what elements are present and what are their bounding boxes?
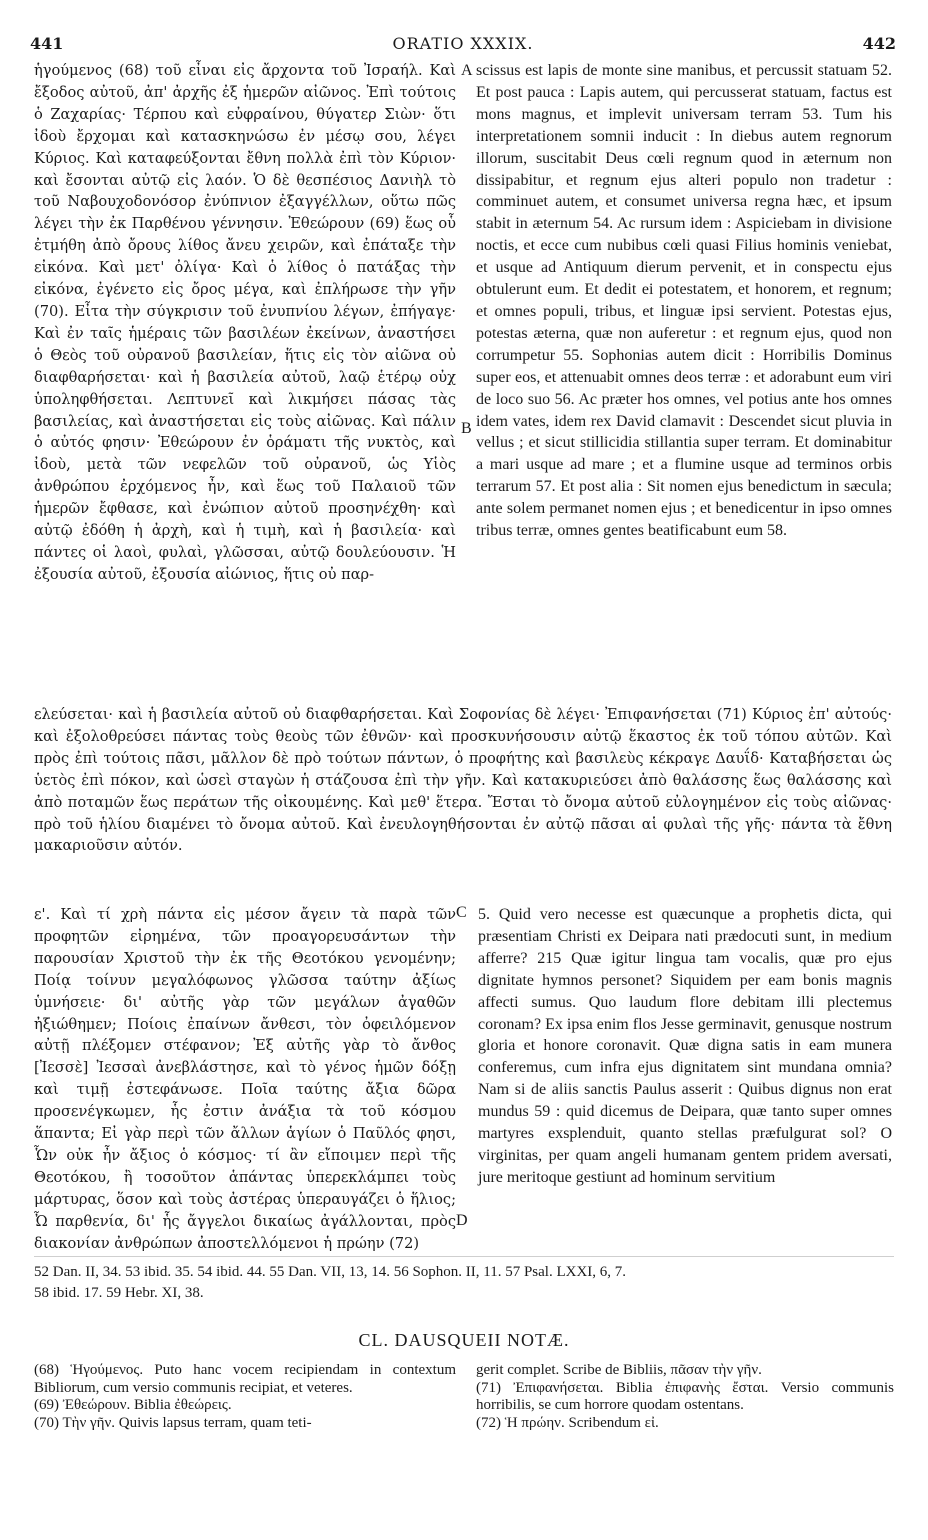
page-number-right: 442 <box>862 34 896 53</box>
note-entry: (70) Τὴν γῆν. Quivis lapsus terram, quam teti- <box>34 1414 312 1431</box>
note-entry: (72) Ἡ πρώην. Scribendum εἰ. <box>476 1414 659 1431</box>
margin-marker-d: D <box>456 1212 468 1229</box>
notes-left-column <box>34 1362 456 1432</box>
note-entry: (71) Ἐπιφανήσεται. Biblia ἐπιφανὴς ἔσται. Versio communis horribilis, se cum horrore quodam ostentans. <box>476 1379 894 1413</box>
running-header <box>30 34 896 58</box>
latin-column-section-5: 5. Quid vero necesse est quæcunque a prophetis dicta, qui præsentiam Christi ex Deipara nati prædocuti sunt, in medium afferre? 215 Quæ igitur lingua tam vocalis, quæ pro ejus dignitate hymnos personet? Siquidem per eam bonis magnis affecti sumus. Quo laudum flore debitam illi plectemus coronam? Ex ipsa enim flos Jesse germinavit, genusque nostrum gloria et honore coronavit. Quæ digna satis in eam munera conferemus, cum infra ejus dignitatem sint mundana omnia? Nam si de aliis sanctis Paulus asserit : Quibus dignus non erat mundus 59 : quid dicemus de Deipara, quæ tanto super omnes martyres exsplenduit, quanto stellas præfulgurat sol? O virginitas, per quam angeli humanam gentem pridem aversati, jure meritoque gestiunt ad hominum servitium <box>478 906 892 1186</box>
note-entry: gerit complet. Scribe de Bibliis, πᾶσαν τὴν γῆν. <box>476 1362 762 1378</box>
running-title: ORATIO XXXIX. <box>392 34 534 53</box>
notes-right-column <box>476 1362 894 1432</box>
note-entry: (68) Ἡγούμενος. Puto hanc vocem recipiendam in contextum Bibliorum, cum versio communis recipiat, et veteres. <box>34 1362 456 1396</box>
margin-marker-c: C <box>456 904 467 921</box>
footnote-line: 58 ibid. 17. 59 Hebr. XI, 38. <box>34 1285 204 1301</box>
footnote-line: 52 Dan. II, 34. 53 ibid. 35. 54 ibid. 44. 55 Dan. VII, 13, 14. 56 Sophon. II, 11. 57 Psal. LXXI, 6, 7. <box>34 1264 627 1280</box>
note-entry: (69) Ἐθεώρουν. Biblia ἐθεώρεις. <box>34 1397 232 1413</box>
page-number-left: 441 <box>30 34 64 53</box>
margin-marker-a: A <box>461 62 473 79</box>
greek-full-width-passage: ελεύσεται· καὶ ἡ βασιλεία αὐτοῦ οὐ διαφθαρήσεται. Καὶ Σοφονίας δὲ λέγει· Ἐπιφανήσεται (71) Κύριος ἐπ' αὐτούς· καὶ ἐξολοθρεύσει πάντας τοὺς θεοὺς τῶν ἐθνῶν· καὶ προσκυνήσουσιν αὐτῷ ἕκαστος ἐκ τοῦ τόπου αὐτῶν. Καὶ πρὸς ἐπὶ τούτοις πᾶσι, μᾶλλον δὲ πρὸ τούτων πάντων, ὁ προφήτης καὶ βασιλεὺς κέκραγε Δαυΐδ· Καταβήσεται ὡς ὑετὸς ἐπὶ πόκον, καὶ ὡσεὶ σταγὼν ἡ στάζουσα ἐπὶ τὴν γῆν. Καὶ κατακυριεύσει ἀπὸ θαλάσσης ἕως θαλάσσης καὶ ἀπὸ ποταμῶν ἕως περάτων τῆς οἰκουμένης. Καὶ μεθ' ἕτερα. Ἔσται τὸ ὄνομα αὐτοῦ εὐλογημένον εἰς τοὺς αἰῶνας· πρὸ τοῦ ἡλίου διαμένει τὸ ὄνομα αὐτοῦ. Καὶ ἐνευλογηθήσονται ἐν αὐτῷ πᾶσαι αἱ φυλαὶ τῆς γῆς· πάντα τὰ ἔθνη μακαριοῦσιν αὐτόν. <box>34 706 892 855</box>
greek-column-top: ἡγούμενος (68) τοῦ εἶναι εἰς ἄρχοντα τοῦ Ἰσραήλ. Καὶ ἔξοδος αὐτοῦ, ἀπ' ἀρχῆς ἐξ ἡμερῶν αἰῶνος. Ἐπὶ τούτοις ὁ Ζαχαρίας· Τέρπου καὶ εὐφραίνου, θύγατερ Σιὼν· ὅτι ἰδοὺ ἔρχομαι καὶ κατασκηνώσω ἐν μέσῳ σου, λέγει Κύριος. Καὶ καταφεύξονται ἔθνη πολλὰ ἐπὶ τὸν Κύριον· καὶ ἔσονται αὐτῷ εἰς λαόν. Ὁ δὲ θεσπέσιος Δανιὴλ τὸ τοῦ Ναβουχοδονόσορ ἐνύπνιον ἐξαγγέλλων, οὕτω πῶς λέγει τὴν ἐκ Παρθένου γέννησιν. Ἐθεώρουν (69) ἕως οὗ ἐτμήθη ἀπὸ ὄρους λίθος ἄνευ χειρῶν, καὶ ἐπάταξε τὴν εἰκόνα. Καὶ μετ' ὀλίγα· Καὶ ὁ λίθος ὁ πατάξας τὴν εἰκόνα, ἐγένετο εἰς ὄρος μέγα, καὶ ἐπλήρωσε τὴν γῆν (70). Εἶτα τὴν σύγκρισιν τοῦ ἐνυπνίου λέγων, ἐπήγαγε· Καὶ ἐν ταῖς ἡμέραις τῶν βασιλέων ἐκείνων, ἀναστήσει ὁ Θεὸς τοῦ οὐρανοῦ βασιλείαν, ἥτις εἰς τὸν αἰῶνα οὐ διαφθαρήσεται· καὶ ἡ βασιλεία αὐτοῦ, λαῷ ἑτέρῳ οὐχ ὑποληφθήσεται. Λεπτυνεῖ καὶ λικμήσει πάσας τὰς βασιλείας, καὶ ἀναστήσεται εἰς τοὺς αἰῶνας. Καὶ πάλιν ὁ αὐτός φησιν· Ἐθεώρουν ἐν ὁράματι τῆς νυκτὸς, καὶ ἰδοὺ, μετὰ τῶν νεφελῶν τοῦ οὐρανοῦ, ὡς Υἱὸς ἀνθρώπου ἐρχόμενος ἦν, καὶ ἕως τοῦ Παλαιοῦ τῶν ἡμερῶν ἔφθασε, καὶ ἐνώπιον αὐτοῦ προσηνέχθη· καὶ αὐτῷ ἐδόθη ἡ ἀρχὴ, καὶ ἡ τιμὴ, καὶ ἡ βασιλεία· καὶ πάντες οἱ λαοὶ, φυλαὶ, γλῶσσαι, αὐτῷ δουλεύουσιν. Ἡ ἐξουσία αὐτοῦ, ἐξουσία αἰώνιος, ἥτις οὐ παρ- <box>34 62 456 583</box>
footnote-divider <box>34 1256 894 1257</box>
greek-column-section-5: ε'. Καὶ τί χρὴ πάντα εἰς μέσον ἄγειν τὰ παρὰ τῶν προφητῶν εἰρημένα, τῶν προαγορευσάντων τὴν παρουσίαν Χριστοῦ τὴν ἐκ τῆς Θεοτόκου γενομένην; Ποίᾳ τοίνυν μεγαλόφωνος γλῶσσα ταύτην ἀξίως ὑμνήσειε· δι' αὐτῆς γὰρ τῶν μεγάλων ἀγαθῶν ἠξιώθημεν; Ποίοις ἐπαίνων ἄνθεσι, τὸν ὀφειλόμενον αὐτῇ πλέξομεν στέφανον; Ἐξ αὐτῆς γὰρ τὸ ἄνθος [Ἰεσσὲ] Ἰεσσαὶ ἀνεβλάστησε, καὶ τὸ γένος ἡμῶν δόξῃ καὶ τιμῇ ἐστεφάνωσε. Ποῖα ταύτης ἄξια δῶρα προσενέγκωμεν, ἧς ἐστιν ἀνάξια τὰ τοῦ κόσμου ἅπαντα; Εἰ γὰρ περὶ τῶν ἄλλων ἁγίων ὁ Παῦλός φησι, Ὧν οὐκ ἦν ἄξιος ὁ κόσμος· τί ἂν εἴποιμεν περὶ τῆς Θεοτόκου, ἢ τοσοῦτον ἁπάντας ὑπερεκλάμπει τοὺς μάρτυρας, ὅσον καὶ τοὺς ἀστέρας ὑπεραυγάζει ὁ ἥλιος; Ὦ παρθενία, δι' ἧς ἄγγελοι δικαίως ἀγάλλονται, πρὸς διακονίαν ἀνθρώπων ἀποστελλόμενοι ἡ πρώην (72) <box>34 906 456 1252</box>
scripture-footnotes <box>34 1262 894 1304</box>
notes-heading: CL. DAUSQUEII NOTÆ. <box>358 1330 570 1350</box>
latin-column-top: scissus est lapis de monte sine manibus, et percussit statuam 52. Et post pauca : Lapis autem, qui percusserat statuam, factus est mons magnus, et implevit universam terram 53. Tum his interpretationem somnii inducit : In diebus autem regnorum illorum, suscitabit Deus cœli regnum quod in æternum non dissipabitur, et regnum ejus alteri populo non tradetur : comminuet autem, et consumet universa regna hæc, et ipsum stabit in æternum 54. Ac rursum idem : Aspiciebam in divisione noctis, et ecce cum nubibus cœli quasi Filius hominis veniebat, et usque ad Antiquum dierum pervenit, et in conspectu ejus obtulerunt eum. Et dedit ei potestatem, et honorem, et regnum; et omnes populi, tribus, et linguæ ipsi servient. Potestas ejus, potestas æterna, quæ non auferetur : et regnum ejus, quod non corrumpetur 55. Sophonias autem dicit : Horribilis Dominus super eos, et attenuabit omnes deos terræ : et adorabunt eum viri de loco suo 56. Ac præter hos omnes, vel potius ante hos omnes idem vates, idem rex David clamavit : Descendet sicut pluvia in vellus ; et sicut stillicidia stillantia super terram. Et dominabitur a mari usque ad mare ; et a flumine usque ad terminos orbis terrarum 57. Et post alia : Sit nomen ejus benedictum in sæcula; ante solem permanet nomen ejus ; et benedicentur in ipso omnes tribus terræ, omnes gentes beatificabunt eum 58. <box>476 62 892 540</box>
margin-marker-b: B <box>461 420 472 437</box>
